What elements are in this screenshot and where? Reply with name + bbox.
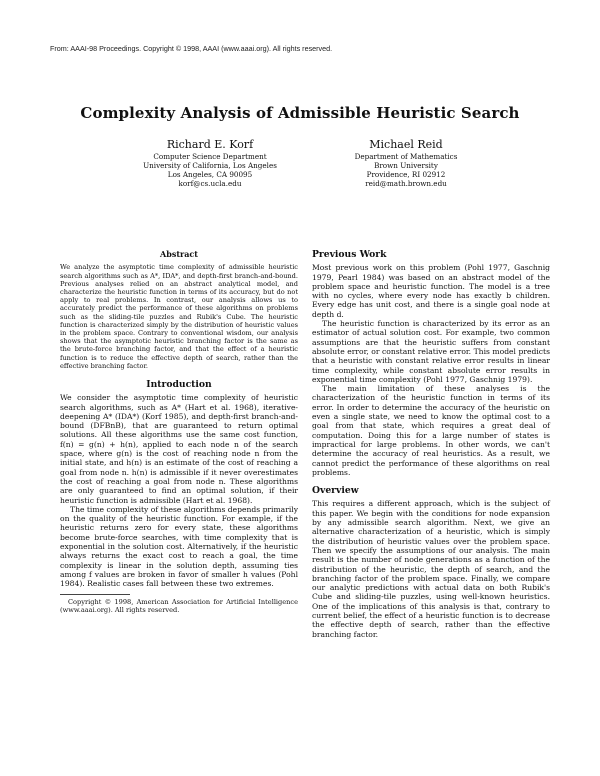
author-dept: Computer Science Department xyxy=(153,152,267,161)
author-org: University of California, Los Angeles xyxy=(143,161,277,170)
author-city: Los Angeles, CA 90095 xyxy=(167,170,253,179)
introduction-heading: Introduction xyxy=(146,378,212,390)
previous-work-paragraph-3: The main limitation of these analyses is the characterization of the heuristic function in terms of its error. In order to determine the accuracy of the heuristic on even a single state, we need to know the optimal cost to a goal from that state, which requires a great deal of computation. Doing this for a large number of states is impractical for large problems. In other words, we can't determine the accuracy of real heuristics. As a result, we cannot predict the performance of these algorithms on real problems. xyxy=(312,384,550,477)
proceedings-line: From: AAAI-98 Proceedings. Copyright © 1998, AAAI (www.aaai.org). All rights reserved. xyxy=(50,44,333,53)
overview-paragraph-1: This requires a different approach, which is the subject of this paper. We begin with the conditions for node expansion by any admissible search algorithm. Next, we give an alternative characterization of a heuristic, which is simply the distribution of heuristic values over the problem space. Then we specify the assumptions of our analysis. The main result is the number of node generations as a function of the distribution of the heuristic, the depth of search, and the branching factor of the problem space. Finally, we compare our analytic predictions with actual data on both Rubik's Cube and sliding-tile puzzles, using well-known heuristics. One of the implications of this analysis is that, contrary to current belief, the effect of a heuristic function is to decrease the effective depth of search, rather than the effective branching factor. xyxy=(312,499,550,639)
previous-work-paragraph-1: Most previous work on this problem (Pohl 1977, Gaschnig 1979, Pearl 1984) was based on an abstract model of the problem space and heuristic function. The model is a tree with no cycles, where every node has exactly b children. Every edge has unit cost, and there is a single goal node at depth d. xyxy=(312,263,550,319)
abstract-heading: Abstract xyxy=(160,249,198,259)
author-email: reid@math.brown.edu xyxy=(365,179,447,188)
paper-title: Complexity Analysis of Admissible Heuristic Search xyxy=(80,104,520,122)
author-korf xyxy=(110,138,310,188)
overview-heading: Overview xyxy=(312,485,359,497)
copyright-notice: Copyright © 1998, American Association for Artificial Intelligence (www.aaai.org). All rights reserved. xyxy=(60,598,298,615)
author-city: Providence, RI 02912 xyxy=(366,170,446,179)
introduction-paragraph-1: We consider the asymptotic time complexity of heuristic search algorithms, such as A* (Hart et al. 1968), iterative-deepening A* (IDA*) (Korf 1985), and depth-first branch-and-bound (DFBnB), that are guaranteed to return optimal solutions. All these algorithms use the same cost function, f(n) = g(n) + h(n), applied to each node n of the search space, where g(n) is the cost of reaching node n from the initial state, and h(n) is an estimate of the cost of reaching a goal from node n. h(n) is admissible if it never overestimates the cost of reaching a goal from node n. These algorithms are only guaranteed to find an optimal solution, if their heuristic function is admissible (Hart et al. 1968). xyxy=(60,393,298,505)
previous-work-heading: Previous Work xyxy=(312,249,387,260)
abstract-text: We analyze the asymptotic time complexity of admissible heuristic search algorithms such as A*, IDA*, and depth-first branch-and-bound. Previous analyses relied on an abstract analytical model, and characterize the heuristic function in terms of its accuracy, but do not apply to real problems. In contrast, our analysis allows us to accurately predict the performance of these algorithms on problems such as the sliding-tile puzzles and Rubik's Cube. The heuristic function is characterized simply by the distribution of heuristic values in the problem space. Contrary to conventional wisdom, our analysis shows that the asymptotic heuristic branching factor is the same as the brute-force branching factor, and that the effect of a heuristic function is to reduce the effective depth of search, rather than the effective branching factor. xyxy=(60,263,298,370)
author-name: Michael Reid xyxy=(369,138,443,151)
author-dept: Department of Mathematics xyxy=(354,152,458,161)
introduction-paragraph-2: The time complexity of these algorithms depends primarily on the quality of the heuristic function. For example, if the heuristic returns zero for every state, these algorithms become brute-force searches, with time complexity that is exponential in the solution cost. Alternatively, if the heuristic always returns the exact cost to reach a goal, the time complexity is linear in the solution depth, assuming ties among f values are broken in favor of smaller h values (Pohl 1984). Realistic cases fall between these two extremes. xyxy=(60,504,298,589)
footnote-rule xyxy=(60,594,130,595)
author-name: Richard E. Korf xyxy=(166,138,254,151)
author-email: korf@cs.ucla.edu xyxy=(178,179,242,188)
right-column xyxy=(312,250,550,639)
previous-work-paragraph-2: The heuristic function is characterized by its error as an estimator of actual solution cost. For example, two common assumptions are that the heuristic suffers from constant absolute error, or constant relative error. This model predicts that a heuristic with constant relative error results in linear time complexity, while constant absolute error results in exponential time complexity (Pohl 1977, Gaschnig 1979). xyxy=(312,319,550,384)
author-org: Brown University xyxy=(374,161,438,170)
left-column xyxy=(60,250,298,614)
author-reid xyxy=(306,138,506,188)
